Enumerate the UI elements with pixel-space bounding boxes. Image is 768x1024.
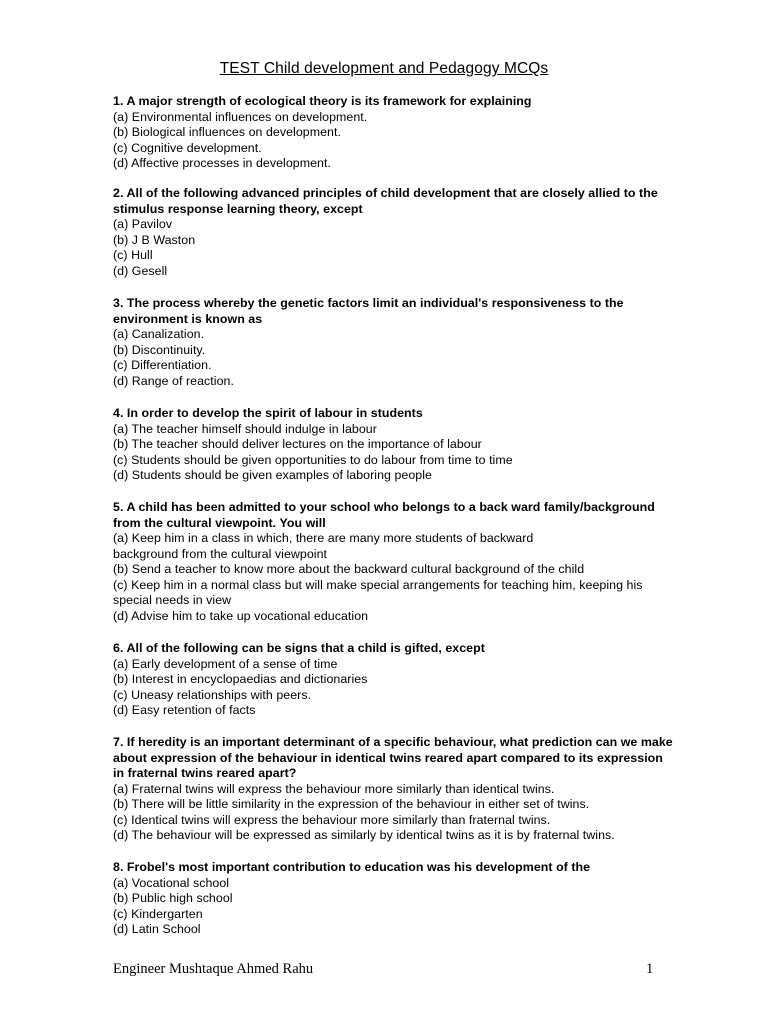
question-8 [113,860,673,938]
option-d: (d) Gesell [113,263,168,278]
option-c: (c) Identical twins will express the behaviour more similarly than fraternal twins. [113,812,551,827]
option-c: (c) Hull [113,248,153,262]
option-a: (a) Canalization. [113,327,205,341]
option-b: (b) Biological influences on development. [113,125,341,139]
question-text: 5. A child has been admitted to your school who belongs to a back ward family/background from the cultural viewpoint. You will [113,500,655,530]
question-text: 6. All of the following can be signs that a child is gifted, except [113,641,485,655]
question-text: 2. All of the following advanced principles of child development that are closely allied to the stimulus response learning theory, except [113,186,658,216]
question-4 [113,406,673,484]
question-text: 3. The process whereby the genetic factors limit an individual's responsiveness to the environment is known as [113,296,624,326]
question-text: 4. In order to develop the spirit of labour in students [113,406,423,420]
option-b: (b) J B Waston [113,232,196,247]
option-b: (b) Send a teacher to know more about the backward cultural background of the child [113,562,585,576]
option-d: (d) The behaviour will be expressed as similarly by identical twins as it is by fraternal twins. [113,828,615,842]
option-c: (c) Differentiation. [113,358,212,372]
option-d: (d) Easy retention of facts [113,703,256,717]
question-7 [113,735,673,844]
option-b: (b) Interest in encyclopaedias and dictionaries [113,672,368,686]
option-a: (a) Vocational school [113,875,230,890]
question-text: 8. Frobel's most important contribution to education was his development of the [113,860,591,874]
footer-author: Engineer Mushtaque Ahmed Rahu [113,961,314,977]
option-d: (d) Affective processes in development. [113,156,331,170]
option-b: (b) There will be little similarity in the expression of the behaviour in either set of twins. [113,797,590,811]
option-d: (d) Students should be given examples of laboring people [113,468,432,482]
question-text: 1. A major strength of ecological theory is its framework for explaining [113,94,532,108]
option-b: (b) Public high school [113,891,233,905]
question-text: 7. If heredity is an important determinant of a specific behaviour, what prediction can we make about expression of the behaviour in identical twins reared apart compared to its expression in fraternal twins reared apart? [113,735,673,780]
option-a: (a) Pavilov [113,217,173,231]
question-3 [113,296,673,389]
option-d: (d) Latin School [113,922,201,936]
question-1 [113,94,673,172]
option-a: (a) Early development of a sense of time [113,656,338,671]
option-a: (a) Environmental influences on development. [113,109,368,124]
option-d: (d) Range of reaction. [113,373,234,388]
option-a: (a) Keep him in a class in which, there are many more students of backward background from the cultural viewpoint [113,531,534,561]
option-b: (b) Discontinuity. [113,342,206,357]
option-c: (c) Uneasy relationships with peers. [113,687,312,702]
option-d: (d) Advise him to take up vocational education [113,608,369,623]
option-b: (b) The teacher should deliver lectures on the importance of labour [113,437,482,451]
option-a: (a) The teacher himself should indulge in labour [113,421,377,436]
question-2 [113,186,673,279]
option-c: (c) Students should be given opportunities to do labour from time to time [113,452,513,467]
option-c: (c) Kindergarten [113,906,203,921]
page-number: 1 [646,961,654,977]
document-title: TEST Child development and Pedagogy MCQs [219,60,549,77]
question-6 [113,641,673,719]
option-c: (c) Cognitive development. [113,140,262,155]
option-a: (a) Fraternal twins will express the behaviour more similarly than identical twins. [113,781,555,796]
question-5 [113,500,673,624]
option-c: (c) Keep him in a normal class but will make special arrangements for teaching him, keeping his special needs in view [113,577,643,607]
